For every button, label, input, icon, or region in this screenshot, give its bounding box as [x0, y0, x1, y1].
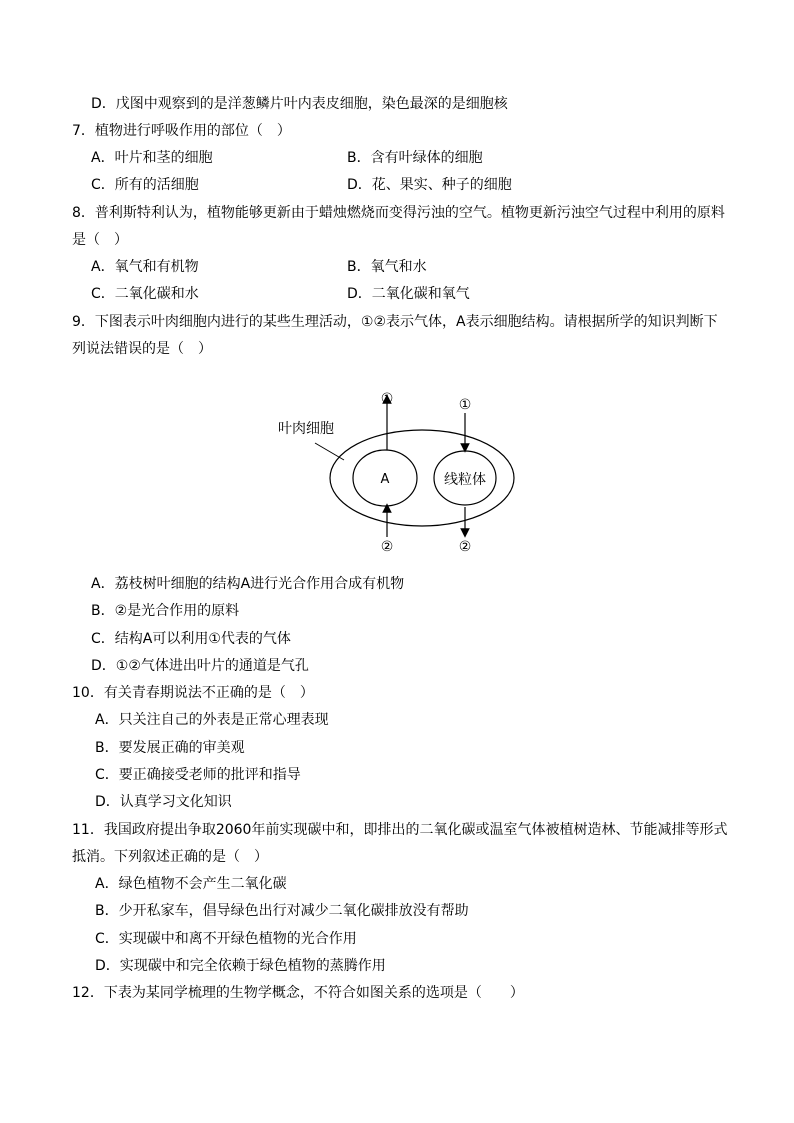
q8-option-d: D．二氧化碳和氧气 — [347, 286, 470, 302]
q9-option-b: B．②是光合作用的原料 — [91, 603, 240, 619]
q8-stem-line1: 8．普利斯特利认为，植物能够更新由于蜡烛燃烧而变得污浊的空气。植物更新污浊空气过程中利用的原料 — [72, 205, 725, 221]
q7-option-a: A．叶片和茎的细胞 — [91, 150, 213, 166]
q10-stem: 10．有关青春期说法不正确的是（ ） — [72, 685, 314, 701]
leaf-cell-outline — [330, 430, 514, 526]
q7-stem: 7．植物进行呼吸作用的部位（ ） — [72, 123, 291, 139]
q11-option-a: A．绿色植物不会产生二氧化碳 — [95, 876, 287, 892]
structure-a-label: A — [380, 472, 390, 487]
q11-stem-line2: 抵消。下列叙述正确的是（ ） — [72, 849, 268, 865]
q7-option-c: C．所有的活细胞 — [91, 177, 199, 193]
q8-option-c: C．二氧化碳和水 — [91, 286, 199, 302]
q6-option-d: D．戊图中观察到的是洋葱鳞片叶内表皮细胞，染色最深的是细胞核 — [91, 96, 508, 112]
q9-option-d: D．①②气体进出叶片的通道是气孔 — [91, 658, 309, 674]
cell-label: 叶肉细胞 — [278, 421, 334, 437]
q9-option-c: C．结构A可以利用①代表的气体 — [91, 631, 291, 647]
q10-option-b: B．要发展正确的审美观 — [95, 740, 245, 756]
mitochondria-label: 线粒体 — [444, 472, 486, 488]
q11-option-c: C．实现碳中和离不开绿色植物的光合作用 — [95, 931, 357, 947]
q7-option-d: D．花、果实、种子的细胞 — [347, 177, 512, 193]
q10-option-d: D．认真学习文化知识 — [95, 794, 232, 810]
gas1-top-right: ① — [458, 397, 472, 413]
q9-option-a: A．荔枝树叶细胞的结构A进行光合作用合成有机物 — [91, 576, 405, 592]
q7-option-b: B．含有叶绿体的细胞 — [347, 150, 483, 166]
q8-option-a: A．氧气和有机物 — [91, 259, 199, 275]
q9-stem-line1: 9．下图表示叶肉细胞内进行的某些生理活动，①②表示气体，A表示细胞结构。请根据所学的知识判断下 — [72, 314, 718, 330]
q10-option-a: A．只关注自己的外表是正常心理表现 — [95, 712, 329, 728]
gas2-bottom-right: ② — [458, 539, 472, 555]
q9-stem-line2: 列说法错误的是（ ） — [72, 341, 212, 357]
q8-option-b: B．氧气和水 — [347, 259, 427, 275]
leaf-cell-diagram — [270, 385, 530, 560]
q11-option-d: D．实现碳中和完全依赖于绿色植物的蒸腾作用 — [95, 958, 386, 974]
gas2-bottom-left: ② — [380, 539, 394, 555]
q11-option-b: B．少开私家车，倡导绿色出行对减少二氧化碳排放没有帮助 — [95, 903, 469, 919]
q8-stem-line2: 是（ ） — [72, 232, 128, 248]
gas1-top-left: ① — [380, 391, 394, 407]
q11-stem-line1: 11．我国政府提出争取2060年前实现碳中和，即排出的二氧化碳或温室气体被植树造林、节能减排等形式 — [72, 822, 728, 838]
q10-option-c: C．要正确接受老师的批评和指导 — [95, 767, 301, 783]
q12-stem: 12．下表为某同学梳理的生物学概念，不符合如图关系的选项是（ ） — [72, 985, 524, 1001]
